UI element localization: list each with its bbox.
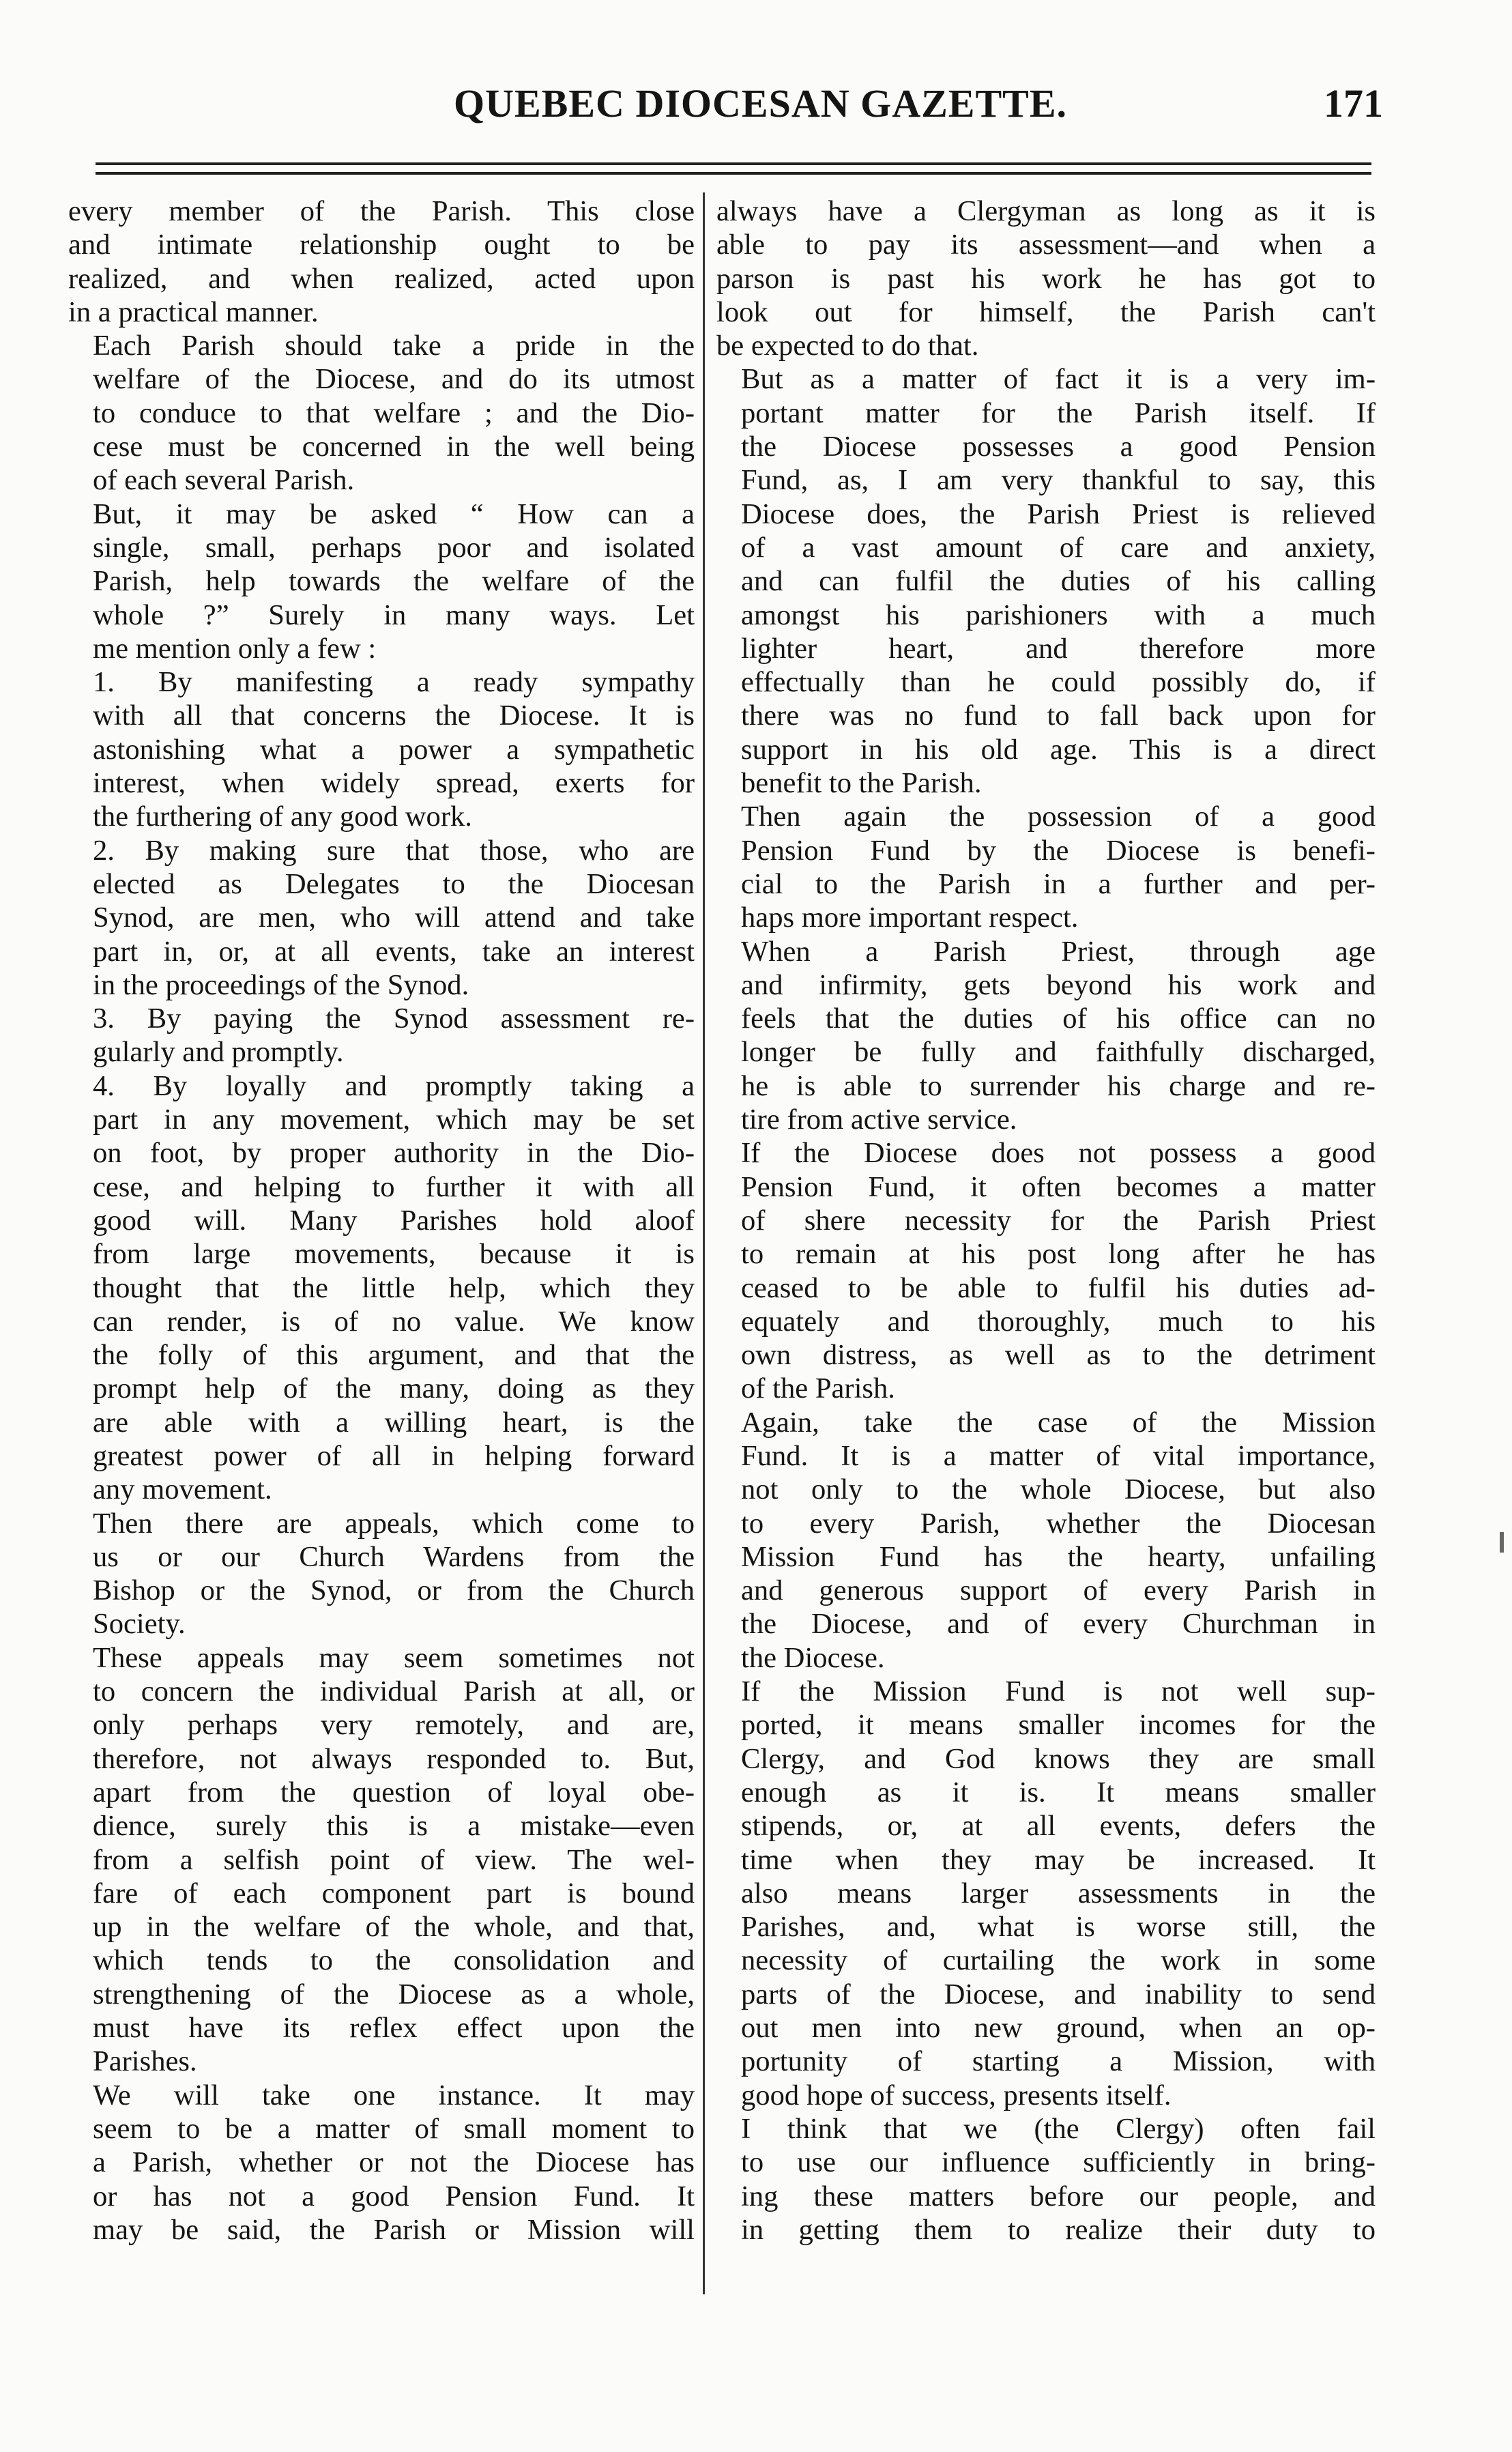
right-column [716, 194, 1376, 2246]
text-line: Bishop or the Synod, or from the Church [93, 1574, 695, 1607]
text-line: apart from the question of loyal obe- [93, 1776, 695, 1808]
header-rule-bottom [96, 172, 1371, 175]
text-line: Clergy, and God knows they are small [741, 1742, 1376, 1775]
text-line: therefore, not always responded to. But, [93, 1742, 695, 1775]
text-line: of a vast amount of care and anxiety, [741, 531, 1376, 564]
text-line: to conduce to that welfare ; and the Dio- [93, 396, 695, 429]
paragraph [68, 1002, 695, 1069]
paragraph [68, 1507, 695, 1641]
text-line: to remain at his post long after he has [741, 1238, 1376, 1271]
paragraph [716, 800, 1376, 934]
text-line: he is able to surrender his charge and re- [741, 1069, 1376, 1102]
text-line: on foot, by proper authority in the Dio- [93, 1137, 695, 1170]
text-line: are able with a willing heart, is the [93, 1406, 695, 1439]
text-line: welfare of the Diocese, and do its utmost [93, 363, 695, 396]
paragraph [68, 329, 695, 497]
text-line: the Diocese, and of every Churchman in [741, 1608, 1376, 1641]
paragraph [68, 834, 695, 1002]
text-line: and can fulfil the duties of his calling [741, 565, 1376, 598]
text-line: haps more important respect. [741, 902, 1079, 934]
text-line: feels that the duties of his office can no [741, 1003, 1376, 1035]
text-line: single, small, perhaps poor and isolated [93, 531, 695, 564]
text-line: good will. Many Parishes hold aloof [93, 1204, 695, 1237]
text-line: cese, and helping to further it with all [93, 1170, 695, 1203]
text-line: prompt help of the many, doing as they [93, 1372, 695, 1405]
text-line: to use our influence sufficiently in bring- [741, 2146, 1376, 2179]
text-line: from a selfish point of view. The wel- [93, 1843, 695, 1876]
paragraph [716, 1136, 1376, 1405]
text-line: any movement. [93, 1473, 272, 1506]
text-line: not only to the whole Diocese, but also [741, 1473, 1376, 1506]
text-line: enough as it is. It means smaller [741, 1776, 1376, 1808]
text-line: the Diocese possesses a good Pension [741, 431, 1376, 463]
margin-mark [1500, 1532, 1504, 1553]
text-line: Society. [93, 1608, 186, 1641]
paragraph [68, 1641, 695, 2079]
text-line: 4. By loyally and promptly taking a [93, 1069, 695, 1102]
text-line: gularly and promptly. [93, 1036, 344, 1069]
text-line: necessity of curtailing the work in some [741, 1944, 1376, 1977]
text-line: Pension Fund, it often becomes a matter [741, 1170, 1376, 1203]
text-line: seem to be a matter of small moment to [93, 2112, 695, 2145]
text-line: equately and thoroughly, much to his [741, 1305, 1376, 1338]
paragraph [68, 1069, 695, 1507]
text-line: in getting them to realize their duty to [741, 2213, 1376, 2246]
left-column [68, 194, 695, 2246]
text-line: lighter heart, and therefore more [741, 632, 1376, 665]
text-line: the Diocese. [741, 1641, 885, 1674]
text-line: Synod, are men, who will attend and take [93, 902, 695, 934]
text-line: Parishes. [93, 2045, 197, 2078]
text-line: thought that the little help, which they [93, 1271, 695, 1304]
paragraph [716, 1406, 1376, 1675]
text-line: with all that concerns the Diocese. It is [93, 699, 695, 732]
text-line: elected as Delegates to the Diocesan [93, 867, 695, 900]
text-line: to concern the individual Parish at all, or [93, 1675, 695, 1708]
text-line: But, it may be asked “ How can a [93, 497, 695, 530]
text-line: Then there are appeals, which come to [93, 1507, 695, 1540]
column-divider [703, 192, 705, 2294]
text-line: longer be fully and faithfully discharged, [741, 1036, 1376, 1069]
running-header [0, 81, 1512, 142]
text-line: good hope of success, presents itself. [741, 2079, 1172, 2111]
text-line: always have a Clergyman as long as it is [716, 195, 1376, 227]
text-line: of each several Parish. [93, 464, 355, 497]
paragraph [68, 665, 695, 833]
text-line: also means larger assessments in the [741, 1877, 1376, 1909]
header-rule-top [96, 162, 1371, 165]
text-line: dience, surely this is a mistake—even [93, 1810, 695, 1843]
text-line: be expected to do that. [716, 330, 979, 362]
paragraph [68, 2079, 695, 2247]
paragraph [716, 194, 1376, 362]
text-line: there was no fund to fall back upon for [741, 699, 1376, 732]
text-line: support in his old age. This is a direct [741, 733, 1376, 766]
text-line: in a practical manner. [68, 295, 319, 328]
text-line: stipends, or, at all events, defers the [741, 1810, 1376, 1843]
text-line: ing these matters before our people, and [741, 2180, 1376, 2212]
text-line: from large movements, because it is [93, 1238, 695, 1271]
text-line: own distress, as well as to the detriment [741, 1339, 1376, 1372]
text-line: Parishes, and, what is worse still, the [741, 1911, 1376, 1944]
paragraph [716, 1675, 1376, 2112]
text-line: to every Parish, whether the Diocesan [741, 1507, 1376, 1540]
text-line: amongst his parishioners with a much [741, 598, 1376, 631]
text-line: interest, when widely spread, exerts for [93, 767, 695, 800]
text-line: Then again the possession of a good [741, 800, 1376, 833]
text-line: up in the welfare of the whole, and that, [93, 1911, 695, 1944]
text-line: cial to the Parish in a further and per- [741, 867, 1376, 900]
text-line: part in, or, at all events, take an interest [93, 935, 695, 968]
text-line: Parish, help towards the welfare of the [93, 565, 695, 598]
text-line: in the proceedings of the Synod. [93, 968, 469, 1001]
text-line: and intimate relationship ought to be [68, 229, 695, 261]
text-line: the furthering of any good work. [93, 800, 472, 833]
text-line: 3. By paying the Synod assessment re- [93, 1003, 695, 1035]
text-line: a Parish, whether or not the Diocese has [93, 2146, 695, 2179]
text-line: If the Mission Fund is not well sup- [741, 1675, 1376, 1708]
text-line: part in any movement, which may be set [93, 1104, 695, 1136]
text-line: Mission Fund has the hearty, unfailing [741, 1540, 1376, 1573]
text-line: tire from active service. [741, 1104, 1017, 1136]
text-line: strengthening of the Diocese as a whole, [93, 1978, 695, 2010]
text-line: the folly of this argument, and that the [93, 1339, 695, 1372]
text-line: astonishing what a power a sympathetic [93, 733, 695, 766]
text-line: Fund. It is a matter of vital importance, [741, 1439, 1376, 1472]
text-line: 2. By making sure that those, who are [93, 834, 695, 867]
text-line: can render, is of no value. We know [93, 1305, 695, 1338]
text-line: us or our Church Wardens from the [93, 1540, 695, 1573]
text-line: only perhaps very remotely, and are, [93, 1709, 695, 1742]
text-line: out men into new ground, when an op- [741, 2012, 1376, 2045]
text-line: which tends to the consolidation and [93, 1944, 695, 1977]
paragraph [68, 497, 695, 665]
text-line: may be said, the Parish or Mission will [93, 2213, 695, 2246]
text-line: Each Parish should take a pride in the [93, 330, 695, 362]
text-line: whole ?” Surely in many ways. Let [93, 598, 695, 631]
text-line: able to pay its assessment—and when a [716, 229, 1376, 261]
text-line: or has not a good Pension Fund. It [93, 2180, 695, 2212]
paragraph [716, 362, 1376, 800]
text-line: When a Parish Priest, through age [741, 935, 1376, 968]
text-line: Fund, as, I am very thankful to say, this [741, 464, 1376, 497]
text-line: fare of each component part is bound [93, 1877, 695, 1909]
page-number: 171 [1324, 81, 1383, 126]
text-line: cese must be concerned in the well being [93, 431, 695, 463]
text-line: Pension Fund by the Diocese is benefi- [741, 834, 1376, 867]
text-line: Again, take the case of the Mission [741, 1406, 1376, 1439]
text-line: portunity of starting a Mission, with [741, 2045, 1376, 2078]
text-line: look out for himself, the Parish can't [716, 295, 1376, 328]
text-line: and infirmity, gets beyond his work and [741, 968, 1376, 1001]
paragraph [68, 194, 695, 329]
text-line: I think that we (the Clergy) often fail [741, 2112, 1376, 2145]
text-line: benefit to the Parish. [741, 767, 982, 800]
text-line: We will take one instance. It may [93, 2079, 695, 2111]
text-line: ceased to be able to fulfil his duties ad- [741, 1271, 1376, 1304]
text-line: greatest power of all in helping forward [93, 1439, 695, 1472]
paragraph [716, 935, 1376, 1137]
text-line: of the Parish. [741, 1372, 895, 1405]
text-line: portant matter for the Parish itself. If [741, 396, 1376, 429]
text-line: every member of the Parish. This close [68, 195, 695, 227]
text-line: me mention only a few : [93, 632, 377, 665]
text-line: But as a matter of fact it is a very im- [741, 363, 1376, 396]
text-line: These appeals may seem sometimes not [93, 1641, 695, 1674]
text-line: must have its reflex effect upon the [93, 2012, 695, 2045]
text-line: If the Diocese does not possess a good [741, 1137, 1376, 1170]
text-line: effectually than he could possibly do, if [741, 666, 1376, 699]
text-line: parson is past his work he has got to [716, 262, 1376, 295]
text-line: time when they may be increased. It [741, 1843, 1376, 1876]
text-line: ported, it means smaller incomes for the [741, 1709, 1376, 1742]
text-line: parts of the Diocese, and inability to send [741, 1978, 1376, 2010]
text-line: Diocese does, the Parish Priest is relieved [741, 497, 1376, 530]
text-line: and generous support of every Parish in [741, 1574, 1376, 1607]
text-line: of shere necessity for the Parish Priest [741, 1204, 1376, 1237]
paragraph [716, 2112, 1376, 2247]
text-line: 1. By manifesting a ready sympathy [93, 666, 695, 699]
text-line: realized, and when realized, acted upon [68, 262, 695, 295]
header-title: QUEBEC DIOCESAN GAZETTE. [454, 81, 1068, 126]
